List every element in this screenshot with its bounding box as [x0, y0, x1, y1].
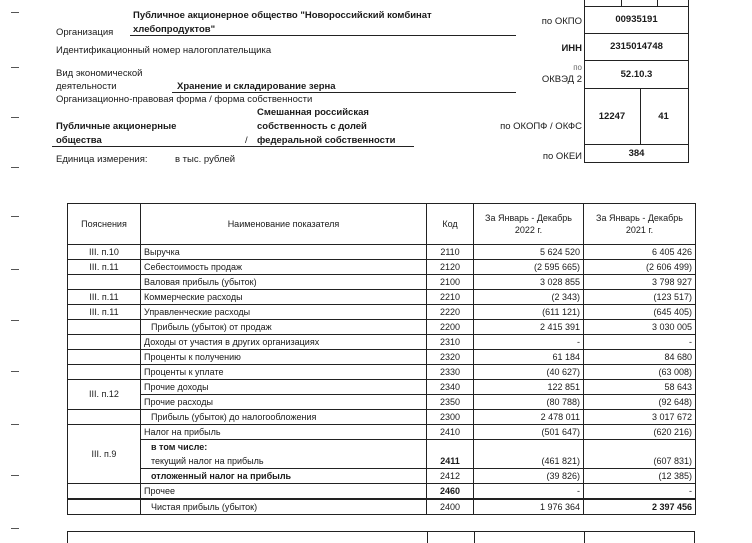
table-row — [68, 380, 696, 395]
row-name: Себестоимость продаж — [141, 260, 427, 275]
row-note — [68, 275, 141, 290]
col-header-2022 — [474, 204, 584, 245]
table-row — [68, 275, 696, 290]
okpo-value: 00935191 — [585, 6, 688, 34]
ownership-separator: / — [245, 135, 248, 146]
table-row — [68, 365, 696, 380]
row-value-2022: (611 121) — [474, 305, 584, 320]
row-value-2022: 2 415 391 — [474, 320, 584, 335]
organization-label: Организация — [56, 27, 114, 38]
table-row — [68, 469, 696, 484]
financial-results-table — [67, 203, 696, 515]
table-row — [68, 335, 696, 350]
table-row — [68, 410, 696, 425]
legal-form-line1: Публичные акционерные — [56, 121, 177, 132]
activity-label-line2: деятельности — [56, 81, 117, 92]
row-code: 2410 — [427, 425, 474, 440]
row-name: Коммерческие расходы — [141, 290, 427, 305]
margin-mark — [11, 424, 19, 425]
row-code: 2330 — [427, 365, 474, 380]
okved-label-line1: по — [573, 63, 582, 72]
margin-mark — [11, 12, 19, 13]
margin-mark — [11, 216, 19, 217]
row-value-2022: (461 821) — [474, 440, 584, 469]
row-code: 2200 — [427, 320, 474, 335]
row-value-2022: (80 788) — [474, 395, 584, 410]
table-row — [68, 484, 696, 500]
classifier-codes-box — [584, 0, 689, 163]
table-row — [68, 260, 696, 275]
table-row — [68, 245, 696, 260]
row-value-2021: 3 030 005 — [584, 320, 696, 335]
row-code: 2340 — [427, 380, 474, 395]
row-value-2021: 58 643 — [584, 380, 696, 395]
margin-mark — [11, 269, 19, 270]
inn-code-label: ИНН — [561, 43, 582, 54]
row-name: Чистая прибыль (убыток) — [141, 499, 427, 515]
row-name: Выручка — [141, 245, 427, 260]
margin-mark — [11, 528, 19, 529]
row-code: 2300 — [427, 410, 474, 425]
row-code: 2210 — [427, 290, 474, 305]
row-name: текущий налог на прибыль — [151, 456, 264, 466]
margin-mark — [11, 320, 19, 321]
row-value-2022: (40 627) — [474, 365, 584, 380]
row-value-2021: 84 680 — [584, 350, 696, 365]
row-name: Прочие доходы — [141, 380, 427, 395]
table-row — [68, 290, 696, 305]
row-note — [68, 499, 141, 515]
row-value-2022: (501 647) — [474, 425, 584, 440]
row-value-2021: - — [584, 484, 696, 500]
unit-value: в тыс. рублей — [175, 154, 236, 165]
margin-mark — [11, 67, 19, 68]
table-row — [68, 320, 696, 335]
row-value-2021: (2 606 499) — [584, 260, 696, 275]
col-header-2021 — [584, 204, 696, 245]
margin-mark — [11, 371, 19, 372]
row-value-2021: (123 517) — [584, 290, 696, 305]
row-value-2022: 3 028 855 — [474, 275, 584, 290]
row-value-2022: 61 184 — [474, 350, 584, 365]
row-value-2022: (2 595 665) — [474, 260, 584, 275]
row-name: Управленческие расходы — [141, 305, 427, 320]
row-code: 2120 — [427, 260, 474, 275]
row-value-2022: (2 343) — [474, 290, 584, 305]
row-note: III. п.11 — [68, 305, 141, 320]
row-value-2021: 3 798 927 — [584, 275, 696, 290]
row-value-2021: - — [584, 335, 696, 350]
col-header-notes: Пояснения — [68, 204, 141, 245]
row-code: 2400 — [427, 499, 474, 515]
row-name: Прочие расходы — [141, 395, 427, 410]
okei-value: 384 — [628, 147, 645, 159]
okved-label-line2: ОКВЭД 2 — [541, 74, 582, 85]
table-row — [68, 350, 696, 365]
table-row — [68, 499, 696, 515]
table-row — [68, 305, 696, 320]
col-header-2021-line2: 2021 г. — [625, 225, 654, 235]
row-name: Валовая прибыль (убыток) — [141, 275, 427, 290]
okopf-value: 12247 — [598, 110, 626, 122]
next-table-edge — [67, 531, 695, 543]
row-value-2021: (12 385) — [584, 469, 696, 484]
row-code: 2412 — [427, 469, 474, 484]
ownership-line2: собственность с долей — [257, 121, 367, 132]
legal-form-line2: общества — [56, 135, 102, 146]
row-note — [68, 320, 141, 335]
row-value-2021: (92 648) — [584, 395, 696, 410]
inn-value: 2315014748 — [585, 33, 688, 61]
okei-label: по ОКЕИ — [542, 151, 582, 162]
okfs-value: 41 — [658, 110, 669, 122]
col-header-2022-line1: За Январь - Декабрь — [485, 213, 572, 223]
row-code: 2310 — [427, 335, 474, 350]
row-note — [68, 365, 141, 380]
row-name: Прочее — [141, 484, 427, 500]
row-code: 2460 — [427, 484, 474, 500]
row-code: 2220 — [427, 305, 474, 320]
row-name: Налог на прибыль — [141, 425, 427, 440]
organization-underline — [130, 35, 516, 36]
row-value-2021: (607 831) — [584, 440, 696, 469]
row-note: III. п.9 — [68, 425, 141, 484]
okpo-label: по ОКПО — [541, 16, 582, 27]
ownership-line1: Смешанная российская — [257, 107, 369, 118]
row-value-2022: 5 624 520 — [474, 245, 584, 260]
activity-label-line1: Вид экономической — [56, 68, 143, 79]
margin-mark — [11, 475, 19, 476]
row-note: III. п.11 — [68, 290, 141, 305]
activity-value: Хранение и складирование зерна — [177, 81, 336, 92]
row-value-2022: 2 478 011 — [474, 410, 584, 425]
row-note — [68, 484, 141, 500]
row-name: Проценты к получению — [141, 350, 427, 365]
row-note — [68, 350, 141, 365]
table-row — [68, 395, 696, 410]
row-code: 2100 — [427, 275, 474, 290]
table-row — [68, 425, 696, 440]
row-note: III. п.12 — [68, 380, 141, 410]
okopf-okfs-row — [585, 88, 688, 145]
row-value-2022: 122 851 — [474, 380, 584, 395]
row-name: Прибыль (убыток) от продаж — [141, 320, 427, 335]
row-code: 2411 — [427, 440, 474, 469]
row-name: Проценты к уплате — [141, 365, 427, 380]
row-name: отложенный налог на прибыль — [141, 469, 427, 484]
row-code: 2320 — [427, 350, 474, 365]
col-header-name: Наименование показателя — [141, 204, 427, 245]
row-value-2021: 3 017 672 — [584, 410, 696, 425]
row-code: 2350 — [427, 395, 474, 410]
table-header-row — [68, 204, 696, 245]
row-note: III. п.11 — [68, 260, 141, 275]
row-value-2021: (620 216) — [584, 425, 696, 440]
row-note: III. п.10 — [68, 245, 141, 260]
row-name: Доходы от участия в других организациях — [141, 335, 427, 350]
col-header-2021-line1: За Январь - Декабрь — [596, 213, 683, 223]
okved-value: 52.10.3 — [585, 60, 688, 89]
row-value-2021: (63 008) — [584, 365, 696, 380]
row-name-group — [141, 440, 427, 469]
row-value-2022: (39 826) — [474, 469, 584, 484]
row-value-2022: - — [474, 484, 584, 500]
inn-label: Идентификационный номер налогоплательщика — [56, 45, 272, 56]
organization-name-line2: хлебопродуктов" — [133, 24, 216, 35]
okopf-okfs-label: по ОКОПФ / ОКФС — [500, 121, 582, 132]
row-note — [68, 410, 141, 425]
col-header-2022-line2: 2022 г. — [514, 225, 543, 235]
row-note — [68, 335, 141, 350]
activity-underline — [172, 92, 516, 93]
row-name: Прибыль (убыток) до налогообложения — [141, 410, 427, 425]
table-row — [68, 440, 696, 469]
row-value-2022: - — [474, 335, 584, 350]
row-value-2021: 2 397 456 — [584, 499, 696, 515]
organization-name-line1: Публичное акционерное общество "Новороссийский комбинат — [133, 10, 432, 21]
unit-label: Единица измерения: — [56, 154, 148, 165]
col-header-code: Код — [427, 204, 474, 245]
margin-mark — [11, 167, 19, 168]
row-value-2021: (645 405) — [584, 305, 696, 320]
ownership-line3: федеральной собственности — [257, 135, 396, 146]
legal-form-label: Организационно-правовая форма / форма собственности — [56, 94, 313, 105]
row-code: 2110 — [427, 245, 474, 260]
legal-form-underline — [52, 146, 414, 147]
row-value-2022: 1 976 364 — [474, 499, 584, 515]
margin-mark — [11, 117, 19, 118]
row-value-2021: 6 405 426 — [584, 245, 696, 260]
row-name-subheader: в том числе: — [151, 442, 208, 452]
